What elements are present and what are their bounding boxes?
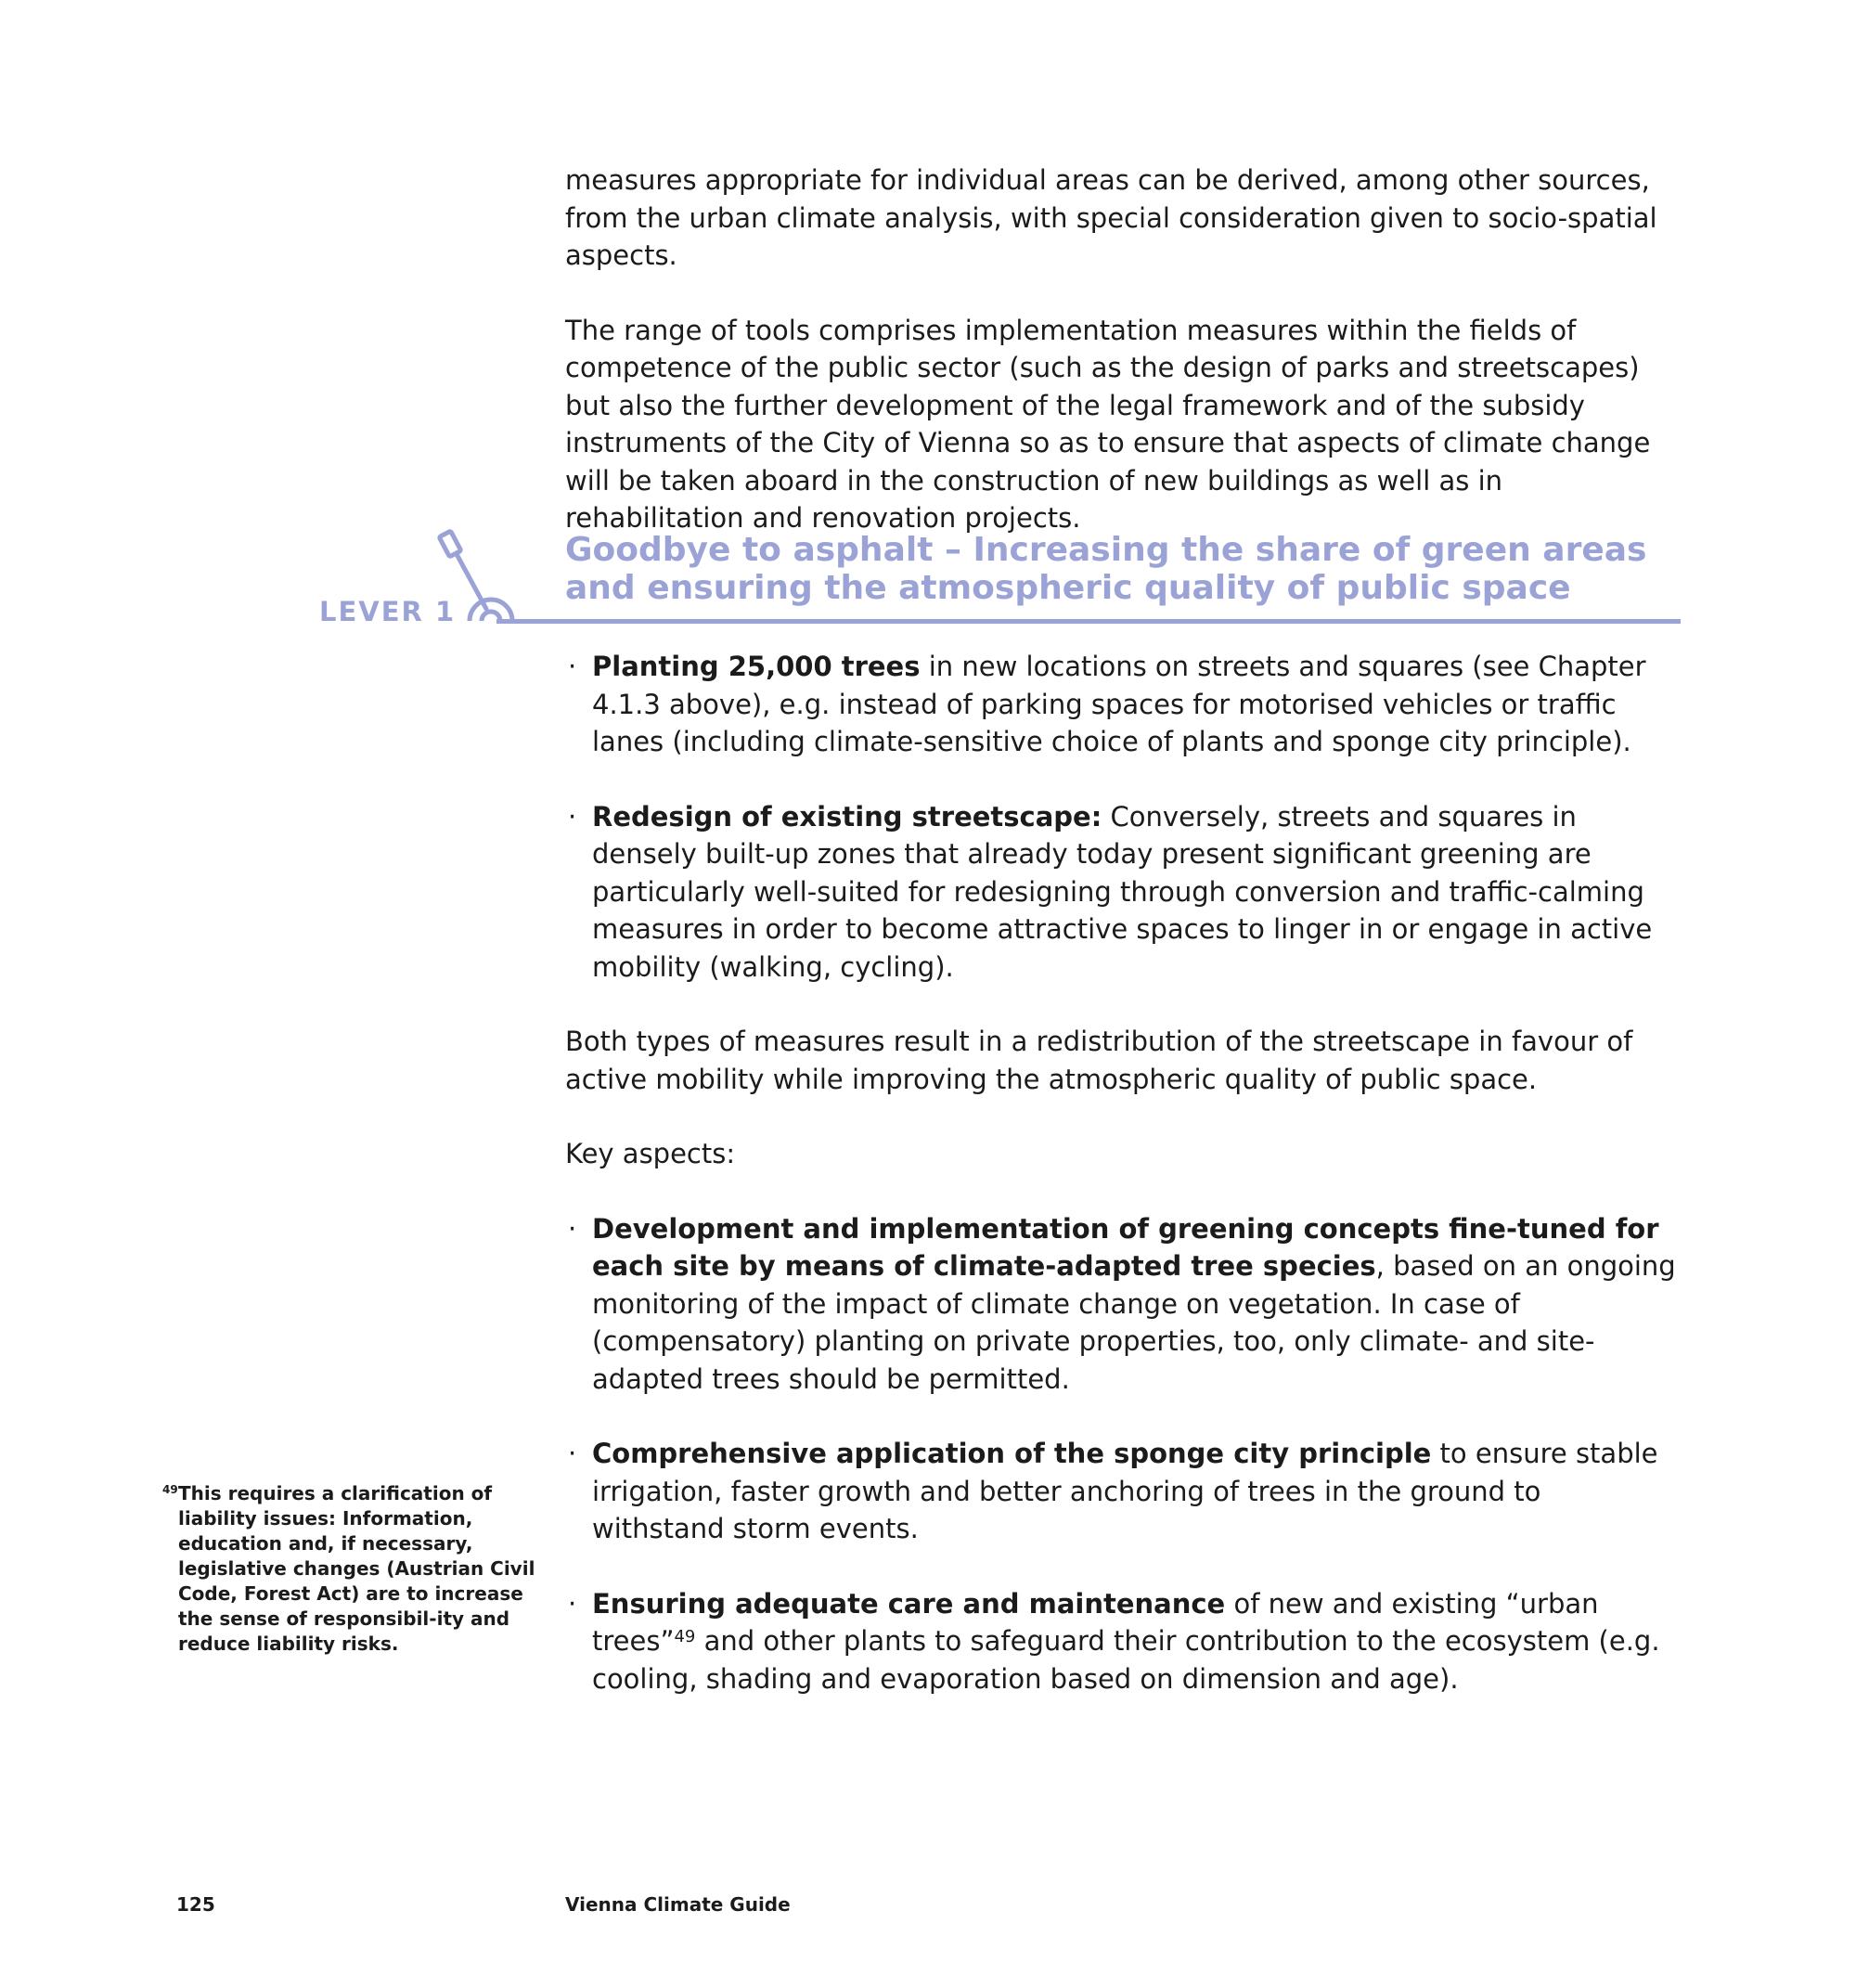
- item-text: , based on an ongoing monitoring of the impact of climate change on vegetation. In case of (compensatory) planting on private properties, too, only climate- and site-adapted trees should be permitted.: [592, 1250, 1676, 1395]
- footnote-text: This requires a clarification of liability issues: Information, education and, if necessary, legislative changes (Austrian Civil Code, Forest Act) are to increase the sense of responsibil-ity and reduce liability risks.: [178, 1482, 535, 1655]
- lever-heading: Goodbye to asphalt – Increasing the share of green areas and ensuring the atmospheric quality of public space: [565, 531, 1647, 607]
- item-bold: Development and implementation of greening concepts fine-tuned for each site by means of climate-adapted tree species: [592, 1212, 1659, 1282]
- item-text: Conversely, streets and squares in densely built-up zones that already today present significant greening are particularly well-suited for redesigning through conversion and traffic-calming measures in order to become attractive spaces to linger in or engage in active mobility (walking, cycling).: [592, 800, 1653, 983]
- key-aspects-label: Key aspects:: [565, 1138, 736, 1169]
- bullet-icon: ·: [568, 651, 577, 682]
- item-text: in new locations on streets and squares (see Chapter 4.1.3 above), e.g. instead of parking spaces for motorised vehicles or traffic lanes (including climate-sensitive choice of plants and sponge city principle).: [592, 651, 1646, 757]
- publication-title: Vienna Climate Guide: [565, 1893, 791, 1916]
- list-item: [565, 1585, 1679, 1698]
- item-bold: Comprehensive application of the sponge city principle: [592, 1438, 1432, 1469]
- list-item: [565, 798, 1679, 987]
- item-bold: Planting 25,000 trees: [592, 651, 921, 682]
- item-text-continued: and other plants to safeguard their contribution to the ecosystem (e.g. cooling, shading and evaporation based on dimension and age).: [592, 1625, 1660, 1695]
- intro-paragraph-2: The range of tools comprises implementation measures within the fields of competence of the public sector (such as the design of parks and streetscapes) but also the further development of the legal framework and of the subsidy instruments of the City of Vienna so as to ensure that aspects of climate change will be taken aboard in the construction of new buildings as well as in rehabilitation and renovation projects.: [565, 314, 1651, 534]
- item-bold: Ensuring adequate care and maintenance: [592, 1587, 1226, 1620]
- heading-rule: [496, 619, 1681, 624]
- list-item: [565, 1210, 1679, 1399]
- footnote-reference[interactable]: 49: [674, 1627, 696, 1646]
- bullet-icon: ·: [568, 800, 577, 833]
- lever-label: LEVER 1: [319, 596, 457, 627]
- bullet-icon: ·: [568, 1212, 577, 1245]
- item-text: to ensure stable irrigation, faster growth and better anchoring of trees in the ground to withstand storm events.: [592, 1438, 1658, 1544]
- intro-text: [565, 161, 1679, 574]
- main-body: [565, 648, 1679, 1735]
- lever-icon: [436, 529, 520, 626]
- key-aspects-list: [565, 1210, 1679, 1698]
- item-text: of new and existing “urban trees”: [592, 1587, 1599, 1657]
- item-bold: Redesign of existing streetscape:: [592, 800, 1102, 833]
- footnote: [162, 1481, 535, 1657]
- page-number: 125: [176, 1893, 215, 1916]
- list-item: [565, 1435, 1679, 1548]
- footnote-mark: 49: [162, 1483, 178, 1496]
- both-types-paragraph: Both types of measures result in a redistribution of the streetscape in favour of active mobility while improving the atmospheric quality of public space.: [565, 1026, 1633, 1095]
- measure-list: [565, 648, 1679, 986]
- bullet-icon: ·: [568, 1587, 577, 1620]
- intro-paragraph-1: measures appropriate for individual areas can be derived, among other sources, from the urban climate analysis, with special consideration given to socio-spatial aspects.: [565, 164, 1657, 271]
- bullet-icon: ·: [568, 1438, 577, 1469]
- list-item: [565, 648, 1679, 761]
